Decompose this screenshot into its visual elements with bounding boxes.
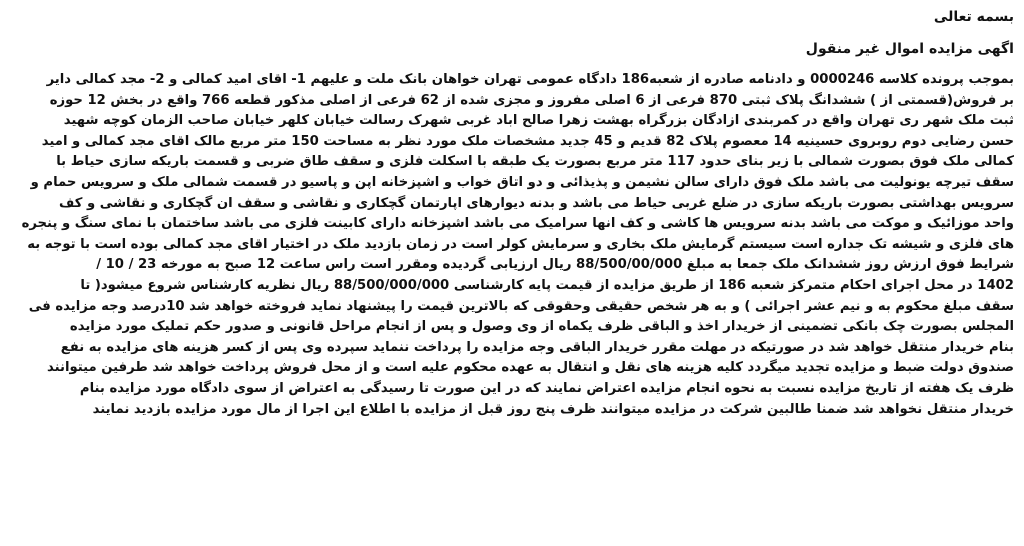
body-line: بر فروش(قسمتی از ) ششدانگ پلاک ثبتی 870 فرعی از 6 اصلی مفروز و مجزی شده از 62 فرعی از اصلی مذکور قطعه 766 واقع در بخش 12 حوزه: [49, 92, 1014, 108]
body-line: سقف تیرچه یونولیت می باشد ملک فوق دارای سالن نشیمن و پذیذائی و دو اتاق خواب و اشپزخانه اپن و پاسیو در قسمت شمالی ملک و سرویس حمام و: [30, 174, 1014, 190]
notice-body: [10, 70, 1014, 420]
body-line: المجلس بصورت چک بانکی تضمینی از خریدار اخذ و الباقی ظرف یکماه از وی وصول و پس از انجام مراحل قانونی و صدور حکم تملیک مورد مزایده: [69, 319, 1014, 335]
notice-title: اگهی مزایده اموال غیر منقول: [805, 41, 1014, 57]
body-line: بموجب پرونده کلاسه 0000246 و دادنامه صادره از شعبه186 دادگاه عمومی تهران خواهان بانک ملت و علیهم 1- اقای امید کمالی و 2- مجد کمالی دایر: [46, 72, 1014, 87]
body-line: 1402 در محل اجرای احکام متمرکز شعبه 186 از طریق مزایده از قیمت پایه کارشناسی 88/500/000/000 ریال نظریه کارشناس شروع میشود( تا: [80, 277, 1014, 293]
body-line: ثبت ملک شهر ری تهران واقع در کمربندی ازادگان بزرگراه بهشت زهرا صالح اباد غربی شهرک رسالت خیابان کلهر خیابان صاحب الزمان کوچه شهید: [63, 113, 1014, 129]
opening-invocation: بسمه تعالی: [933, 9, 1014, 25]
body-line: سقف مبلغ محکوم به و نیم عشر اجرائی ) و به هر شخص حقیقی وحقوقی که بالاترین قیمت را پیشنهاد نماید فروخته خواهد شد 10درصد وجه مزایده فی: [28, 298, 1014, 314]
body-line: واحد موزائیک و موکت می باشد بدنه سرویس ها کاشی و کف انها سرامیک می باشد اشپزخانه دارای کابینت فلزی می باشد ساختمان با نمای سنگ و پنجره: [21, 216, 1014, 232]
body-line: کمالی ملک فوق بصورت شمالی با زیر بنای حدود 117 متر مربع بصورت یک طبقه با اسکلت فلزی و سقف طاق ضربی و قسمت باریکه سازی حیاط با: [56, 154, 1014, 170]
body-line: سرویس بهداشتی بصورت باریکه سازی در ضلع غربی حیاط می باشد و بدنه دیوارهای اپارتمان گچکاری و نقاشی و سقف ان گچکاری و نقاشی و کف: [58, 195, 1014, 211]
body-line: خریدار منتقل نخواهد شد ضمنا طالبین شرکت در مزایده میتوانند ظرف پنج روز قبل از مزایده با اطلاع این اجرا از مال مورد مزایده بازدید نمایند: [92, 401, 1014, 417]
body-line: حسن رضایی دوم روبروی حسینیه 14 معصوم پلاک 82 قدیم و 45 جدید مشخصات ملک مورد نظر به مساحت 150 متر مربع مالک اقای مجد کمالی و امید: [41, 133, 1014, 149]
body-line: صندوق دولت ضبط و مزایده تجدید میگردد کلیه هزینه های نقل و انتقال به عهده محکوم علیه است و از محل فروش پرداخت خواهد شد طرفین میتوانند: [47, 360, 1014, 376]
body-line: ظرف یک هفته از تاریخ مزایده نسبت به نحوه انجام مزایده اعتراض نمایند که در این صورت تا رسیدگی به اعتراض از سوی دادگاه مورد مزایده بنام: [79, 380, 1014, 396]
body-line: شرایط فوق ارزش روز ششدانک ملک جمعا به مبلغ 88/500/00/000 ریال ارزیابی گردیده ومقرر است راس ساعت 12 صبح به مورخه 23 / 10 /: [96, 257, 1014, 273]
body-line: های فلزی و شیشه تک جداره است سیستم گرمایش ملک بخاری و سرمایش کولر است در زمان بازدید ملک در اختیار اقای مجد کمالی بوده است با توجه به: [27, 236, 1014, 252]
body-line: بنام خریدار منتقل خواهد شد در صورتیکه در مهلت مقرر خریدار الباقی وجه مزایده را پرداخت ننماید سپرده وی پس از کسر هزینه های مزایده به نفع: [60, 339, 1014, 355]
